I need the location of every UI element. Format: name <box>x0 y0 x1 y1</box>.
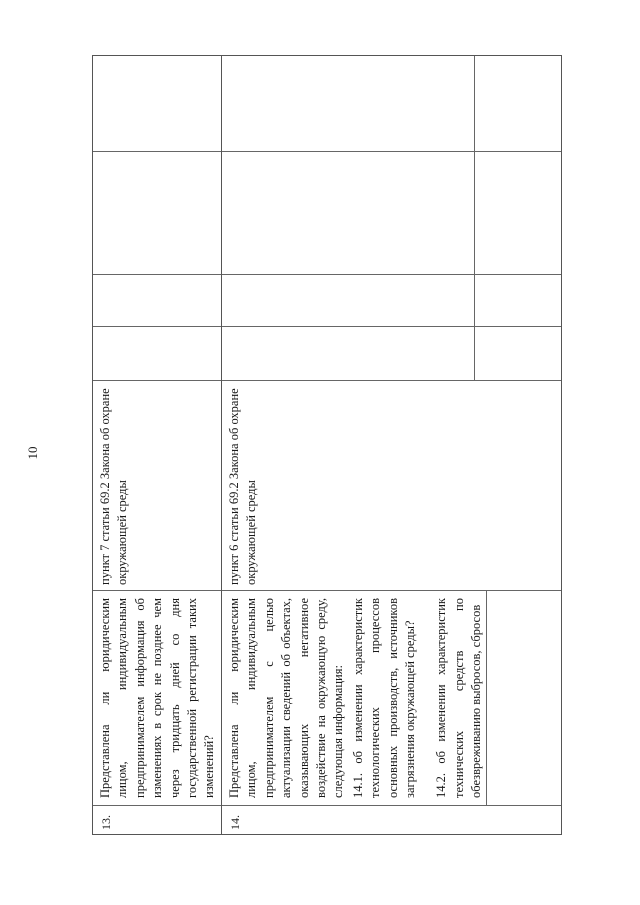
legal-reference: пункт 6 статьи 69.2 Закона об охране окружающей среды <box>227 388 259 585</box>
subitem-text: об изменении характеристик технологических процессов основных производств, источников загрязнения окружающей среды? <box>350 597 418 798</box>
column-divider <box>222 274 561 275</box>
column-divider <box>222 380 561 381</box>
subitem-14-2 <box>433 598 485 798</box>
column-divider <box>93 274 221 275</box>
column-divider <box>222 805 561 806</box>
subitem-number: 14.2. <box>434 773 449 798</box>
column-divider <box>222 326 561 327</box>
column-divider <box>93 326 221 327</box>
subitem-number: 14.1. <box>350 773 365 798</box>
subrow-divider <box>474 56 475 381</box>
column-divider <box>93 590 221 591</box>
row-number: 14. <box>228 815 242 830</box>
subrow-divider <box>486 591 487 806</box>
question-text: Представлена ли юридическим лицом, индивидуальным предпринимателем информация об изменениях в срок не позднее чем через тридцать дней со дня государственной регистрации таких изменений? <box>98 598 217 798</box>
column-divider <box>93 151 221 152</box>
table-row <box>92 55 222 835</box>
subitem-14-1 <box>350 598 420 798</box>
question-text: Представлена ли юридическим лицом, индивидуальным предпринимателем с целью актуализации сведений об объектах, оказывающих негативное воздействие на окружающую среду, следующая информация: <box>227 598 346 798</box>
table-row <box>222 55 562 835</box>
column-divider <box>93 380 221 381</box>
column-divider <box>93 805 221 806</box>
row-number: 13. <box>99 815 113 830</box>
question-cell <box>222 591 561 806</box>
column-divider <box>222 151 561 152</box>
legal-reference: пункт 7 статьи 69.2 Закона об охране окружающей среды <box>98 388 130 585</box>
subitem-text: об изменении характеристик технических средств по обезвреживанию выбросов, сбросов <box>434 597 484 798</box>
requirements-table <box>92 55 562 835</box>
page-number: 10 <box>25 446 40 460</box>
column-divider <box>222 590 561 591</box>
